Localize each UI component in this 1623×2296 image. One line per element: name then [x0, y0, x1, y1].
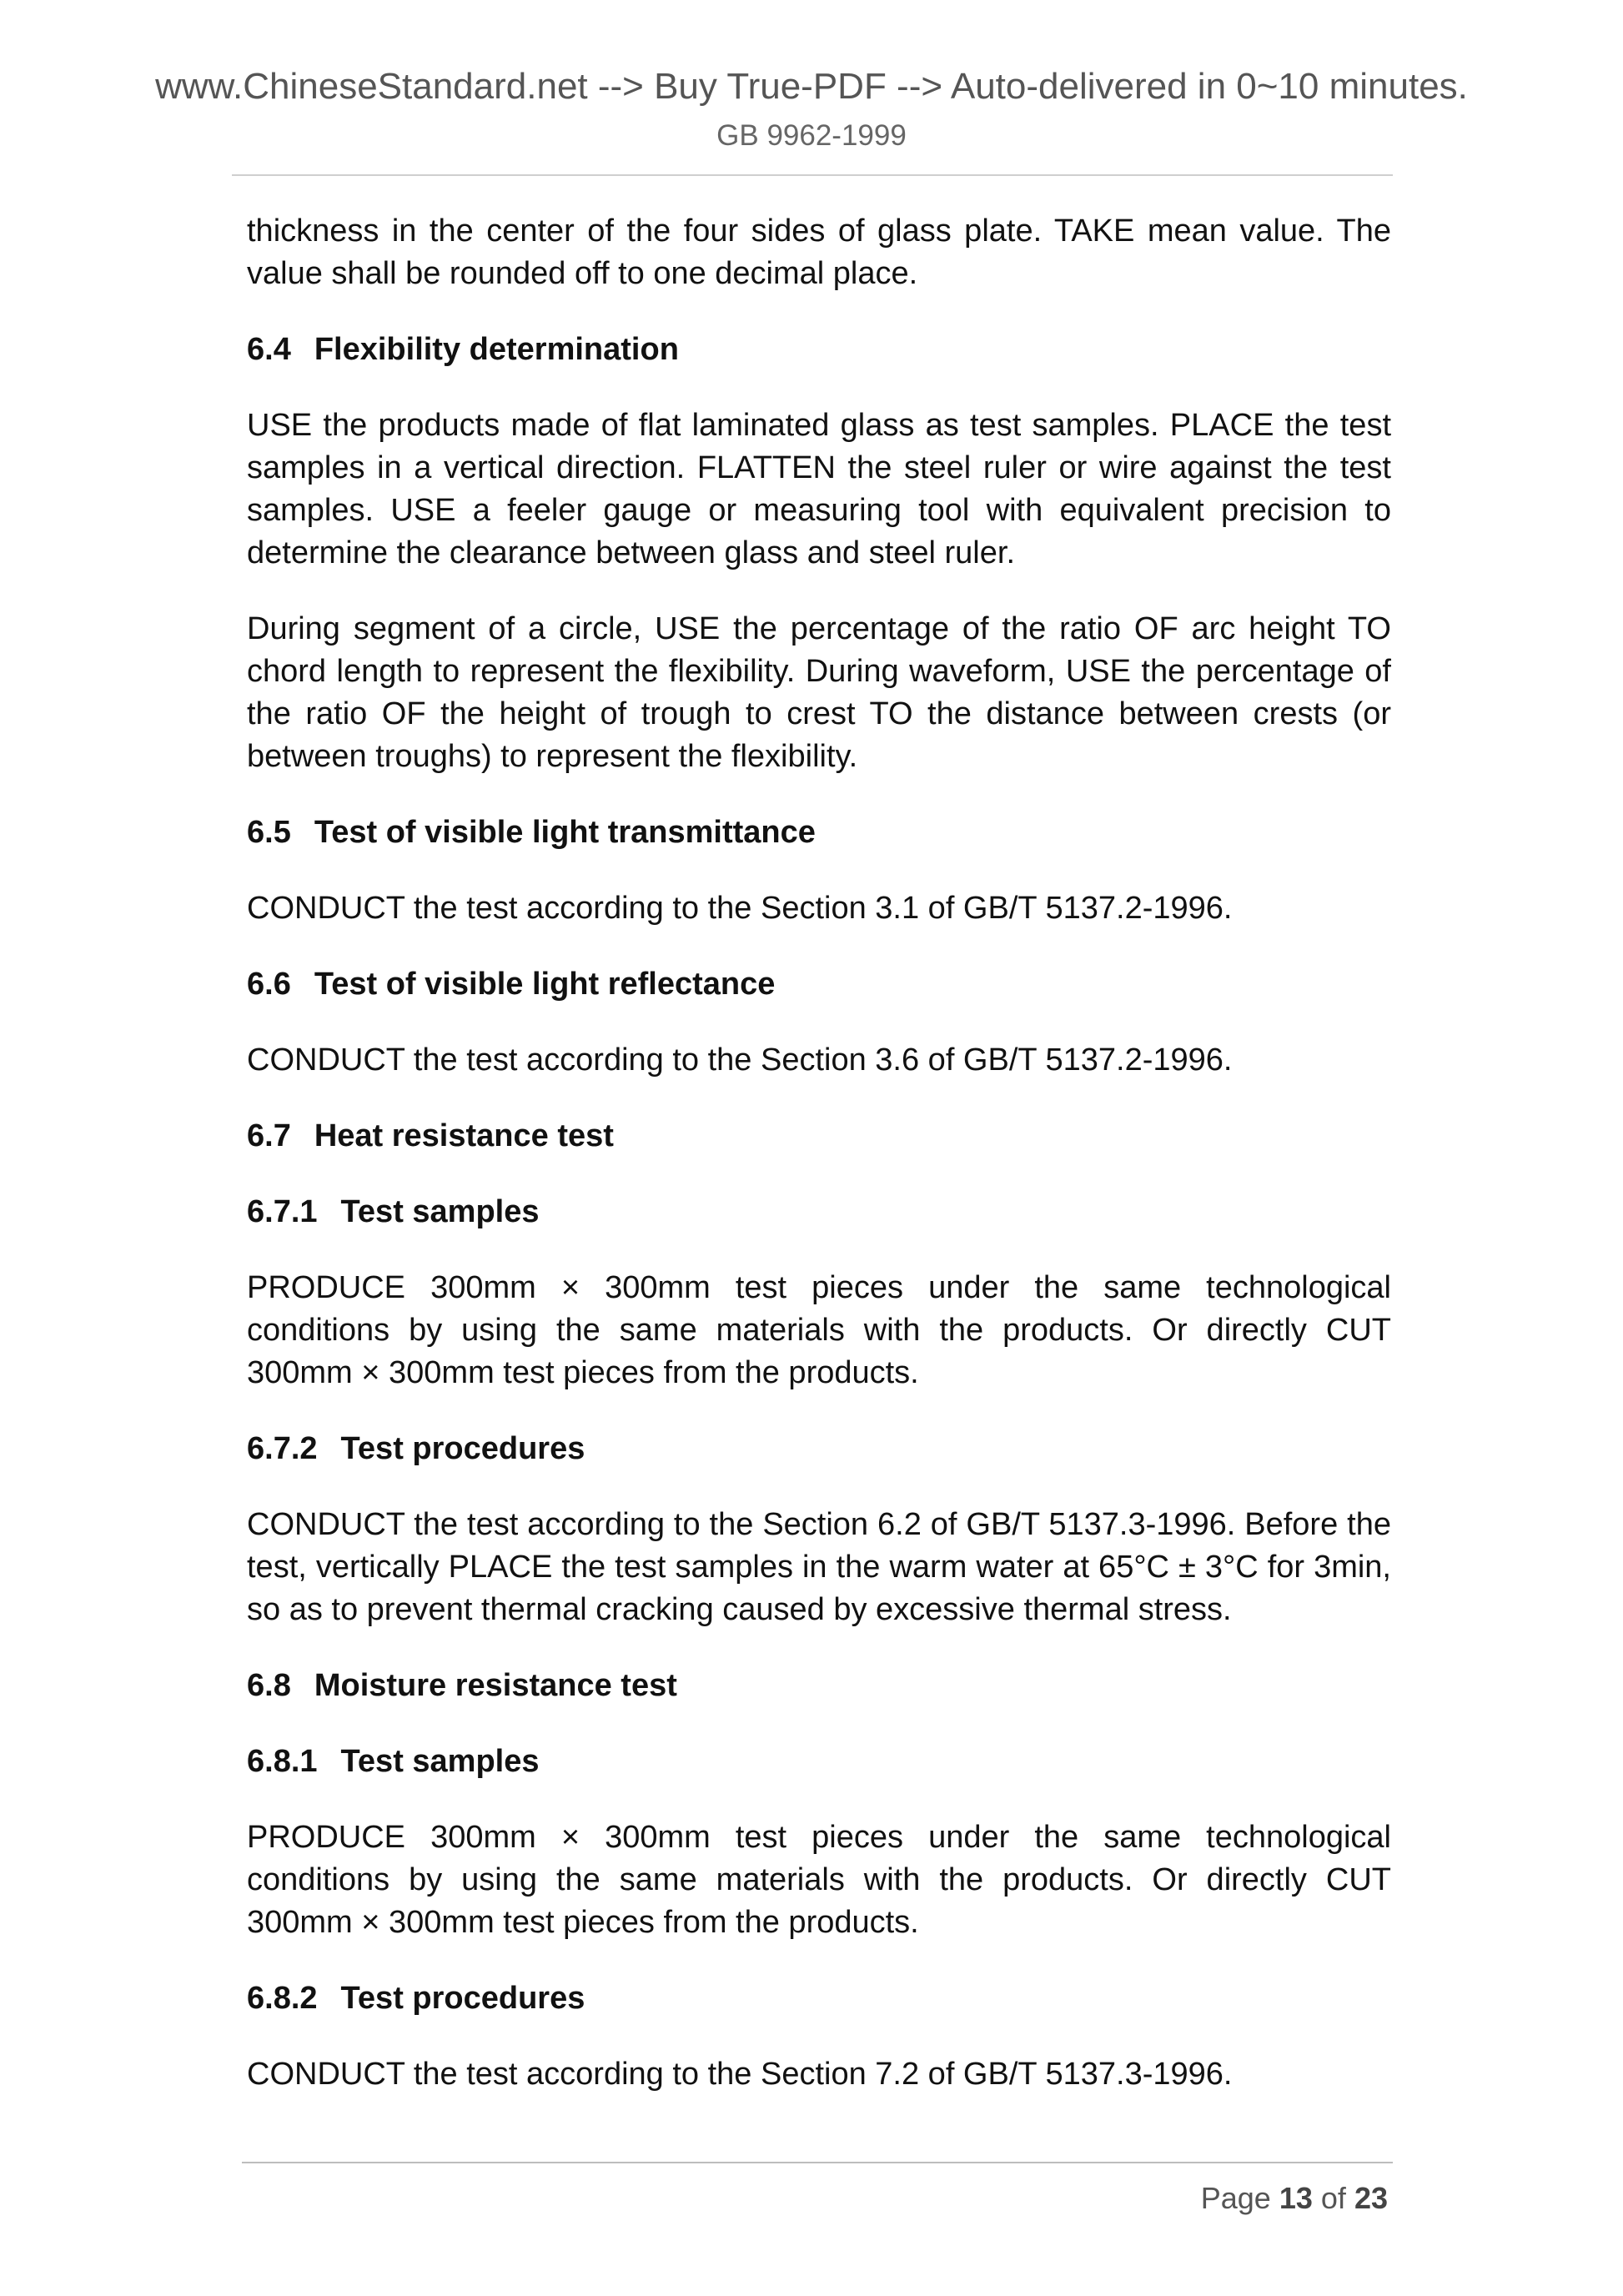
heading-6-7-2 [247, 1428, 1391, 1470]
heading-6-4 [247, 329, 1391, 371]
heading-title: Moisture resistance test [314, 1668, 677, 1703]
heading-6-7-1 [247, 1191, 1391, 1233]
heading-number: 6.7.1 [247, 1194, 318, 1229]
heading-number: 6.7.2 [247, 1431, 318, 1466]
current-page-number: 13 [1279, 2181, 1313, 2215]
heading-6-7 [247, 1115, 1391, 1158]
heading-number: 6.4 [247, 332, 291, 367]
footer-divider [242, 2162, 1393, 2163]
paragraph-6-7-2: CONDUCT the test according to the Section 6.2 of GB/T 5137.3-1996. Before the test, vertically PLACE the test samples in the warm water at 65°C ± 3°C for 3min, so as to prevent thermal cracking caused by excessive thermal stress. [247, 1507, 1391, 1627]
page-content [247, 210, 1391, 2129]
heading-6-6 [247, 963, 1391, 1006]
heading-title: Test samples [340, 1194, 540, 1229]
paragraph-intro: thickness in the center of the four sides of glass plate. TAKE mean value. The value shall be rounded off to one decimal place. [247, 214, 1391, 291]
heading-number: 6.8.1 [247, 1744, 318, 1779]
heading-6-5 [247, 811, 1391, 854]
page-indicator [1201, 2180, 1388, 2217]
paragraph-6-4-b: During segment of a circle, USE the percentage of the ratio OF arc height TO chord length to represent the flexibility. During waveform, USE the percentage of the ratio OF the height of trough to crest TO the distance between crests (or between troughs) to represent the flexibility. [247, 611, 1391, 774]
heading-title: Test of visible light reflectance [314, 967, 776, 1002]
paragraph-6-7-1: PRODUCE 300mm × 300mm test pieces under the same technological conditions by using the same materials with the products. Or directly CUT 300mm × 300mm test pieces from the products. [247, 1270, 1391, 1390]
paragraph-6-8-1: PRODUCE 300mm × 300mm test pieces under the same technological conditions by using the same materials with the products. Or directly CUT 300mm × 300mm test pieces from the products. [247, 1820, 1391, 1940]
page-word: Page [1200, 2181, 1271, 2215]
heading-6-8 [247, 1665, 1391, 1707]
standard-number: GB 9962-1999 [716, 119, 907, 152]
heading-number: 6.6 [247, 967, 291, 1002]
heading-6-8-2 [247, 1977, 1391, 2020]
heading-title: Test procedures [340, 1431, 585, 1466]
site-banner[interactable]: www.ChineseStandard.net --> Buy True-PDF --> Auto-delivered in 0~10 minutes. [155, 66, 1468, 107]
heading-title: Test of visible light transmittance [314, 815, 816, 850]
heading-title: Flexibility determination [314, 332, 679, 367]
heading-title: Heat resistance test [314, 1118, 614, 1153]
heading-title: Test procedures [340, 1981, 585, 2016]
paragraph-6-4-a: USE the products made of flat laminated glass as test samples. PLACE the test samples in a vertical direction. FLATTEN the steel ruler or wire against the test samples. USE a feeler gauge or measuring tool with equivalent precision to determine the clearance between glass and steel ruler. [247, 408, 1391, 570]
paragraph-6-5: CONDUCT the test according to the Section 3.1 of GB/T 5137.2-1996. [247, 891, 1233, 926]
heading-number: 6.5 [247, 815, 291, 850]
heading-number: 6.8 [247, 1668, 291, 1703]
paragraph-6-8-2: CONDUCT the test according to the Section 7.2 of GB/T 5137.3-1996. [247, 2057, 1233, 2092]
heading-number: 6.8.2 [247, 1981, 318, 2016]
of-word: of [1320, 2181, 1346, 2215]
heading-number: 6.7 [247, 1118, 291, 1153]
heading-title: Test samples [340, 1744, 540, 1779]
paragraph-6-6: CONDUCT the test according to the Section 3.6 of GB/T 5137.2-1996. [247, 1042, 1233, 1078]
total-pages-number: 23 [1354, 2181, 1388, 2215]
header-divider [232, 174, 1393, 176]
heading-6-8-1 [247, 1741, 1391, 1783]
